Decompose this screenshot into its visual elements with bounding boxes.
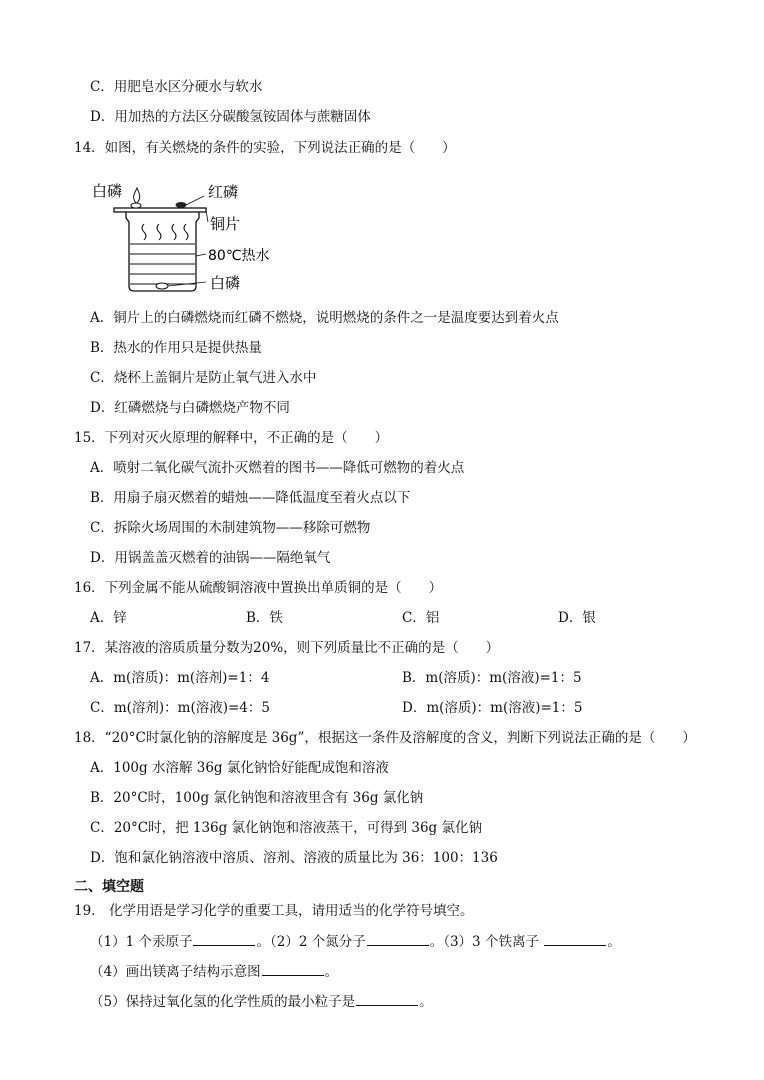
q15-option-c: C．拆除火场周围的木制建筑物——移除可燃物 — [90, 520, 371, 536]
answer-blank-3[interactable] — [544, 931, 606, 946]
q19-part2-text: 。（2）2 个氮分子 — [256, 934, 366, 950]
q17-option-d: D．m(溶质)：m(溶液)=1：5 — [402, 700, 583, 716]
q16-option-b: B．铁 — [246, 610, 283, 626]
section-title-fill-in: 二、填空题 — [74, 879, 144, 895]
q19-part-5 — [90, 991, 433, 1011]
q17-option-b: B．m(溶质)：m(溶液)=1：5 — [402, 670, 582, 686]
q19-stem: 19. 化学用语是学习化学的重要工具，请用适当的化学符号填空。 — [74, 903, 474, 919]
q19-part-1-3 — [90, 931, 621, 951]
label-hot-water: 80℃热水 — [208, 248, 270, 264]
q13-option-c: C．用肥皂水区分硬水与软水 — [90, 79, 263, 95]
q14-option-c: C．烧杯上盖铜片是防止氧气进入水中 — [90, 370, 317, 386]
q18-option-d: D．饱和氯化钠溶液中溶质、溶剂、溶液的质量比为 36：100：136 — [90, 850, 498, 866]
q17-option-a: A．m(溶质)：m(溶剂)=1：4 — [90, 670, 270, 686]
white-phosphorus-top — [131, 203, 141, 208]
q16-option-d: D．银 — [558, 610, 596, 626]
q14-option-b: B．热水的作用只是提供热量 — [90, 340, 262, 356]
q16-option-c: C．铝 — [402, 610, 440, 626]
q18-option-b: B．20°C时，100g 氯化钠饱和溶液里含有 36g 氯化钠 — [90, 790, 424, 806]
q15-option-a: A．喷射二氧化碳气流扑灭燃着的图书——降低可燃物的着火点 — [90, 460, 465, 476]
answer-blank-1[interactable] — [193, 931, 255, 946]
q13-option-d: D．用加热的方法区分碳酸氢铵固体与蔗糖固体 — [90, 109, 371, 125]
q19-part5-end: 。 — [419, 994, 433, 1010]
answer-blank-4[interactable] — [262, 961, 324, 976]
answer-blank-2[interactable] — [367, 931, 429, 946]
label-white-phosphorus-bottom: 白磷 — [210, 274, 241, 292]
q18-option-c: C．20°C时，把 136g 氯化钠饱和溶液蒸干，可得到 36g 氯化钠 — [90, 820, 482, 836]
combustion-experiment-figure — [86, 174, 286, 299]
q17-option-c: C．m(溶剂)：m(溶液)=4：5 — [90, 700, 270, 716]
label-copper-plate: 铜片 — [210, 215, 241, 233]
q16-option-a: A．锌 — [90, 610, 127, 626]
q15-stem: 15．下列对灭火原理的解释中，不正确的是（ ） — [74, 430, 389, 446]
red-phosphorus — [176, 202, 187, 208]
q19-part-4 — [90, 961, 338, 981]
answer-blank-5[interactable] — [356, 991, 418, 1006]
q19-part3-end: 。 — [607, 934, 621, 950]
q14-option-a: A．铜片上的白磷燃烧而红磷不燃烧，说明燃烧的条件之一是温度要达到着火点 — [90, 310, 559, 326]
q19-part1-text: （1）1 个汞原子 — [90, 934, 193, 950]
q19-part4-end: 。 — [324, 964, 339, 980]
q15-option-d: D．用锅盖盖灭燃着的油锅——隔绝氧气 — [90, 550, 331, 566]
flame — [134, 188, 140, 203]
copper-plate — [114, 208, 206, 212]
q18-option-a: A．100g 水溶解 36g 氯化钠恰好能配成饱和溶液 — [90, 760, 389, 776]
q18-stem: 18．“20°C时氯化钠的溶解度是 36g”，根据这一条件及溶解度的含义，判断下列说法正确的是（ ） — [74, 730, 696, 746]
q16-stem: 16．下列金属不能从硫酸铜溶液中置换出单质铜的是（ ） — [74, 580, 443, 596]
white-phosphorus-bottom — [156, 283, 168, 289]
q15-option-b: B．用扇子扇灭燃着的蜡烛——降低温度至着火点以下 — [90, 490, 411, 506]
label-red-phosphorus: 红磷 — [208, 183, 239, 201]
q19-part5-text: （5）保持过氧化氢的化学性质的最小粒子是 — [90, 994, 356, 1010]
beaker — [126, 212, 199, 291]
label-white-phosphorus-top: 白磷 — [92, 182, 123, 200]
q14-stem: 14．如图，有关燃烧的条件的实验，下列说法正确的是（ ） — [74, 140, 456, 156]
q14-option-d: D．红磷燃烧与白磷燃烧产物不同 — [90, 400, 290, 416]
q17-stem: 17．某溶液的溶质质量分数为20%，则下列质量比不正确的是（ ） — [74, 640, 500, 656]
q19-part4-text: （4）画出镁离子结构示意图 — [90, 964, 261, 980]
q19-part3-text: 。（3）3 个铁离子 — [429, 934, 544, 950]
